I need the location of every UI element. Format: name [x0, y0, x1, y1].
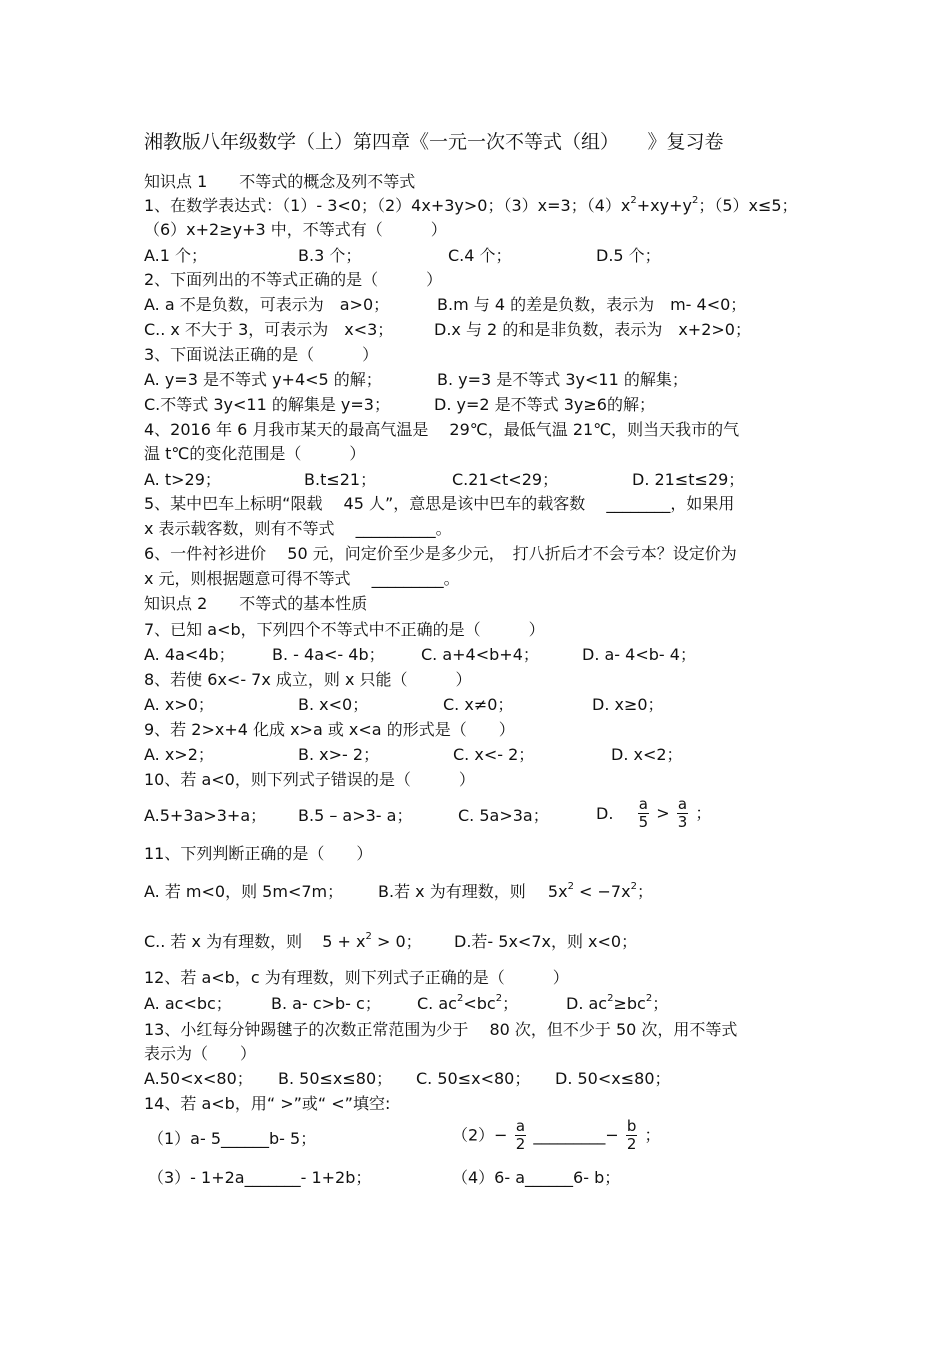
q10-options — [0, 796, 950, 840]
q4-line1: 4、2016 年 6 月我市某天的最高气温是 29℃，最低气温 21℃，则当天我市的气 — [144, 420, 740, 439]
q13-option-b: B. 50≤x≤80； — [278, 1069, 393, 1088]
q9-option-d: D. x<2； — [611, 745, 683, 764]
q11-option-c-text: C.. 若 x 为有理数，则 — [144, 932, 303, 951]
q4-option-a: A. t>29； — [144, 470, 221, 489]
q11-option-b-text: B.若 x 为有理数，则 — [378, 882, 526, 901]
q7-option-c: C. a+4<b+4； — [421, 645, 539, 664]
q10-frac2-den: 3 — [677, 813, 688, 831]
q4-option-d: D. 21≤t≤29； — [632, 470, 745, 489]
q13-option-a: A.50<x<80； — [144, 1069, 253, 1088]
q9-option-c: C. x<- 2； — [453, 745, 535, 764]
q11-option-b-end: ； — [636, 882, 653, 901]
q10-stem: 10、若 a<0，则下列式子错误的是（ ） — [144, 770, 475, 789]
q1-sup-2: 2 — [691, 195, 699, 206]
q11-option-b-expr1: 5x — [547, 882, 568, 901]
q9-options — [0, 745, 950, 765]
q13-line1: 13、小红每分钟踢毽子的次数正常范围为少于 80 次，但不少于 50 次，用不等式 — [144, 1020, 738, 1039]
q3-option-c: C.不等式 3y<11 的解集是 y=3； — [144, 395, 390, 414]
q1-stem-c: ；（5）x≤5； — [698, 196, 798, 215]
q7-option-a: A. 4a<4b； — [144, 645, 235, 664]
q11-option-c-sup: 2 — [365, 931, 372, 942]
q6-line1: 6、一件衬衫进价 50 元，问定价至少是多少元， 打八折后才不会亏本？设定价为 — [144, 544, 737, 563]
q1-option-d: D.5 个； — [596, 246, 661, 265]
q2-option-a: A. a 不是负数，可表示为 a>0； — [144, 295, 390, 314]
q8-option-c: C. x≠0； — [443, 695, 514, 714]
q8-option-d: D. x≥0； — [592, 695, 664, 714]
q2-option-b: B.m 与 4 的差是负数，表示为 m- 4<0； — [437, 295, 747, 314]
q13-options — [0, 1069, 950, 1089]
q4-line2: 温 t℃的变化范围是（ ） — [144, 444, 366, 463]
q14-stem: 14、若 a<b，用“ >”或“ <”填空: — [144, 1094, 391, 1113]
q12-stem: 12、若 a<b，c 为有理数，则下列式子正确的是（ ） — [144, 968, 569, 987]
q7-option-b: B. - 4a<- 4b； — [272, 645, 385, 664]
q12-c-end: ； — [502, 994, 519, 1013]
q14-row2 — [0, 1168, 950, 1188]
q11-options-row1 — [0, 882, 950, 904]
q1-stem-b: +xy+y — [636, 196, 692, 215]
q12-d-sup2: 2 — [645, 993, 653, 1004]
q1-sup-1: 2 — [630, 195, 637, 206]
q14-frac-a-num: a — [515, 1117, 526, 1135]
q10-option-b: B.5 – a>3- a； — [298, 806, 413, 825]
q9-stem: 9、若 2>x+4 化成 x>a 或 x<a 的形式是（ ） — [144, 720, 515, 739]
q11-options-row2 — [0, 932, 950, 954]
q10-frac2-num: a — [677, 795, 688, 813]
q13-line2: 表示为（ ） — [144, 1044, 257, 1063]
q2-stem: 2、下面列出的不等式正确的是（ ） — [144, 270, 443, 289]
q1-options — [0, 246, 950, 266]
q14-frac-b-num: b — [626, 1117, 637, 1135]
q12-c-part1: C. ac — [417, 994, 457, 1013]
q11-option-a: A. 若 m<0，则 5m<7m； — [144, 882, 344, 901]
q2-options-row1 — [0, 295, 950, 315]
q3-options-row2 — [0, 395, 950, 415]
q12-option-c — [417, 994, 518, 1014]
q14-fraction-b2 — [626, 1118, 638, 1153]
q8-options — [0, 695, 950, 715]
q14-part2-prefix: （2）− — [452, 1125, 508, 1145]
q5-line2: x 表示载客数，则有不等式 __________。 — [144, 519, 452, 538]
q14-part2-blank: _________− — [533, 1125, 619, 1145]
q1-stem — [144, 196, 798, 216]
q13-option-c: C. 50≤x<80； — [416, 1069, 531, 1088]
q11-stem: 11、下列判断正确的是（ ） — [144, 844, 373, 863]
q12-option-d — [566, 994, 668, 1014]
q1-option-b: B.3 个； — [298, 246, 362, 265]
q9-option-b: B. x>- 2； — [298, 745, 380, 764]
q3-option-a: A. y=3 是不等式 y+4<5 的解； — [144, 370, 382, 389]
q2-options-row2 — [0, 320, 950, 340]
q3-option-d: D. y=2 是不等式 3y≥6的解； — [434, 395, 655, 414]
q10-semicolon: ； — [695, 803, 712, 823]
q8-option-b: B. x<0； — [298, 695, 369, 714]
q10-frac1-den: 5 — [638, 813, 649, 831]
q11-option-c-expr: 5 + x — [322, 932, 366, 951]
q10-gt-sign: > — [656, 803, 670, 823]
q4-option-c: C.21<t<29； — [452, 470, 559, 489]
q6-line2: x 元，则根据题意可得不等式 _________。 — [144, 569, 460, 588]
q10-option-d-label: D. — [596, 803, 614, 823]
q8-option-a: A. x>0； — [144, 695, 214, 714]
q10-option-d — [596, 796, 711, 831]
page-title: 湘教版八年级数学（上）第四章《一元一次不等式（组） 》复习卷 — [144, 131, 724, 153]
q11-option-d: D.若- 5x<7x，则 x<0； — [454, 932, 638, 951]
q14-frac-a-den: 2 — [515, 1135, 526, 1153]
q3-stem: 3、下面说法正确的是（ ） — [144, 345, 379, 364]
q9-option-a: A. x>2； — [144, 745, 214, 764]
q12-options — [0, 994, 950, 1014]
q10-frac1-num: a — [638, 795, 648, 813]
q7-option-d: D. a- 4<b- 4； — [582, 645, 696, 664]
q14-part2 — [452, 1118, 660, 1153]
q12-d-sup1: 2 — [607, 993, 614, 1004]
q12-c-sup2: 2 — [495, 993, 503, 1004]
q1-option-c: C.4 个； — [448, 246, 512, 265]
q12-d-part2: ≥bc — [613, 994, 646, 1013]
q3-options-row1 — [0, 370, 950, 390]
q10-option-c: C. 5a>3a； — [458, 806, 549, 825]
q5-line1: 5、某中巴车上标明“限载 45 人”，意思是该中巴车的载客数 ________，如果用 — [144, 494, 735, 513]
q11-option-c — [144, 932, 422, 952]
q1-option-a: A.1 个； — [144, 246, 208, 265]
q11-option-b — [378, 882, 653, 902]
q14-fraction-a2 — [515, 1118, 527, 1153]
q4-options — [0, 470, 950, 490]
q10-fraction-a5 — [638, 796, 650, 831]
q12-c-sup1: 2 — [456, 993, 464, 1004]
q12-option-a: A. ac<bc； — [144, 994, 232, 1013]
q12-d-part1: D. ac — [566, 994, 608, 1013]
q14-frac-b-den: 2 — [626, 1135, 637, 1153]
q12-c-part2: <bc — [463, 994, 496, 1013]
q11-option-b-sup1: 2 — [567, 881, 574, 892]
q2-option-c: C.. x 不大于 3，可表示为 x<3； — [144, 320, 394, 339]
q14-part1: （1）a- 5______b- 5； — [148, 1129, 317, 1148]
q1-stem-a: 1、在数学表达式：（1）- 3<0；（2）4x+3y>0；（3）x=3；（4）x — [144, 196, 631, 215]
q13-option-d: D. 50<x≤80； — [555, 1069, 671, 1088]
q7-stem: 7、已知 a<b，下列四个不等式中不正确的是（ ） — [144, 620, 545, 639]
q12-option-b: B. a- c>b- c； — [271, 994, 381, 1013]
q11-option-b-expr2: < −7x — [573, 882, 631, 901]
q14-part2-end: ； — [644, 1125, 661, 1145]
q14-part4: （4）6- a______6- b； — [452, 1168, 621, 1187]
q7-options — [0, 645, 950, 665]
q14-row1 — [0, 1118, 950, 1162]
knowledge-point-1: 知识点 1 不等式的概念及列不等式 — [144, 172, 416, 191]
q3-option-b: B. y=3 是不等式 3y<11 的解集； — [437, 370, 688, 389]
q14-part3: （3）- 1+2a_______- 1+2b； — [148, 1168, 372, 1187]
knowledge-point-2: 知识点 2 不等式的基本性质 — [144, 594, 368, 613]
q11-option-c-expr2: > 0； — [371, 932, 422, 951]
q10-fraction-a3 — [677, 796, 689, 831]
q12-d-end: ； — [652, 994, 669, 1013]
q10-option-a: A.5+3a>3+a； — [144, 806, 267, 825]
q4-option-b: B.t≤21； — [304, 470, 377, 489]
q2-option-d: D.x 与 2 的和是非负数，表示为 x+2>0； — [434, 320, 751, 339]
q1-stem-line2: （6）x+2≥y+3 中，不等式有（ ） — [144, 220, 447, 239]
q11-option-b-sup2: 2 — [630, 881, 637, 892]
q8-stem: 8、若使 6x<- 7x 成立，则 x 只能（ ） — [144, 670, 472, 689]
